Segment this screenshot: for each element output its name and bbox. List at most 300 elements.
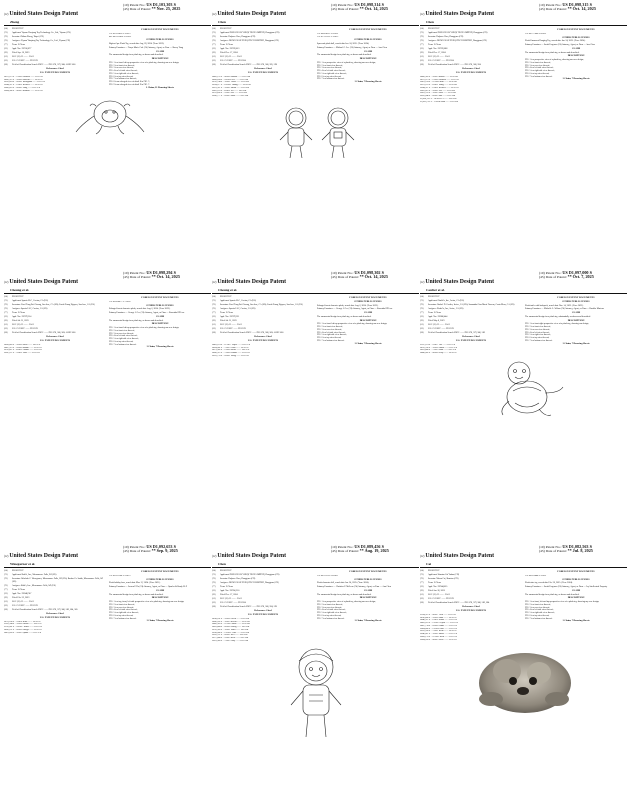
field-value: PLUSH TOY: [12, 28, 24, 30]
biblio-field: [212, 586, 314, 589]
biblio-field: [4, 304, 106, 307]
field-value: Term: 15 Years: [428, 312, 441, 315]
code-45: (45): [331, 7, 337, 12]
reference-line: D818,101 S * 5/2018 Green ........ D21/594: [212, 617, 249, 620]
field-value: Applicant: PlushCo, Inc., Irvine, CA (US): [428, 300, 464, 303]
header-right: [331, 544, 419, 554]
refs-list: [4, 344, 106, 355]
doll-plush-drawing: [281, 645, 351, 743]
patent-header: [4, 544, 211, 568]
patent-title: United States Design Patent: [9, 553, 79, 559]
field-value: Appl. No.: 29/910,877: [12, 48, 32, 51]
refs-subtitle: U.S. PATENT DOCUMENTS: [455, 609, 487, 613]
foreign-title: FOREIGN PATENT DOCUMENTS: [141, 28, 179, 31]
biblio-fields: [4, 28, 106, 67]
field-value: LOC (15) Cl. ........ 21-01: [220, 56, 242, 59]
field-value: Field of Classification Search USPC ........ D21/578, 579, 580, 583, 584: [428, 602, 490, 605]
biblio-field: [4, 605, 106, 608]
biblio-field: [4, 574, 106, 577]
description-line: FIG. 6 is a top view thereof;: [109, 340, 134, 343]
left-column: [420, 28, 522, 103]
biblio-field: [420, 296, 522, 299]
description-line: FIG. 6 is a top view thereof;: [525, 337, 550, 339]
refs-title: References Cited: [462, 335, 480, 339]
field-value: LOC (15) Cl. ........ 21-01: [12, 324, 34, 327]
field-code: (58): [420, 64, 424, 67]
description-line: FIG. 6 is a top view thereof;: [525, 72, 550, 75]
description-list: [317, 323, 419, 342]
biblio-field: [212, 324, 314, 327]
description-line: FIG. 4 is a left side view thereof;: [525, 67, 554, 70]
field-code: (72): [420, 36, 424, 39]
astronaut-plush-drawing: [266, 100, 366, 162]
biblio-field: [420, 328, 522, 331]
patent-no-label: Patent No.:: [545, 545, 562, 549]
biblio-field: [212, 328, 314, 331]
field-code: (54): [212, 296, 216, 298]
field-code: (73): [4, 308, 8, 311]
figure-area: [212, 645, 419, 743]
field-value: U.S. Cl. USPC ........ D21/578: [428, 598, 454, 601]
foreign-ref-line: CN 305221100 S 2/2019: [109, 574, 131, 577]
inventor-short: Cai: [426, 562, 432, 566]
figure-area: [4, 94, 211, 136]
description-line: FIG. 3 is a rear view thereof;: [525, 606, 550, 609]
field-code: (54): [212, 570, 216, 572]
claim-text: The ornamental design for a plush toy, as shown and described.: [317, 593, 372, 596]
description-line: FIG. 4 is a left view thereof;: [525, 331, 550, 334]
bigfoot-plush-drawing: [62, 94, 154, 136]
patent-title: United States Design Patent: [217, 11, 287, 17]
other-title: OTHER PUBLICATIONS: [354, 38, 382, 42]
biblio-field: [420, 300, 522, 303]
field-code: (21): [4, 316, 8, 319]
description-title: DESCRIPTION: [567, 596, 585, 600]
field-code: (73): [212, 308, 216, 311]
reference-line: D880,602 S * 4/2020 Perry ........ D21/578: [420, 352, 457, 355]
refs-list: [4, 621, 106, 635]
reference-line: D787,114 S * 5/2017 Fox ........ D21/578: [420, 343, 455, 346]
code-10: (10): [331, 3, 337, 7]
reference-line: D893,404 S * 8/2020 Young ........ D21/594: [212, 626, 250, 629]
refs-list: [420, 614, 522, 642]
date-label: Date of Patent:: [337, 275, 359, 280]
biblio-field: [4, 60, 106, 63]
field-code: (**): [420, 312, 424, 315]
description-line: FIG. 6 is a top view thereof;: [317, 75, 342, 78]
field-code: (52): [212, 328, 216, 331]
patent-no-label: Patent No.:: [129, 271, 146, 275]
code-10: (10): [123, 271, 129, 275]
claim-text: The ornamental design for a plush toy, as shown and described.: [525, 51, 580, 54]
biblio-field: [4, 316, 106, 319]
description-line: FIG. 7 is a bottom view thereof.: [109, 617, 137, 620]
biblio-field: [420, 578, 522, 581]
field-code: (22): [212, 594, 216, 597]
patent-no-label: Patent No.:: [337, 271, 354, 275]
field-code: (52): [212, 602, 216, 605]
code-45: (45): [331, 549, 337, 554]
foreign-ref-line: CN 305998877 S 7/2020: [109, 300, 131, 303]
field-code: (52): [420, 598, 424, 601]
field-value: Inventors: Pawl Tung Pui Cheung, San Jose, CA (US); Linda Yeung Nguyen, San Jose, CA (US): [220, 304, 303, 307]
field-code: (58): [212, 606, 216, 609]
biblio-field: [4, 578, 106, 584]
field-value: LOC (15) Cl. ........ 21-01: [428, 56, 450, 59]
biblio-field: [420, 44, 522, 47]
code-12: (12): [420, 555, 425, 558]
reference-line: D882,125 S * 4/2020 Lamarr ........ D21/594: [212, 75, 250, 78]
field-code: (51): [212, 56, 216, 59]
field-code: (**): [4, 44, 8, 47]
claim-title: CLAIM: [363, 49, 373, 53]
biblio-field: [4, 56, 106, 59]
description-line: FIG. 5 is a right side view thereof;: [525, 612, 555, 614]
description-line: FIG. 1 is a top, front, left side perspective view of a plush toy, showing our new design;: [109, 601, 185, 603]
patent-header: [4, 270, 211, 294]
patent-block: [420, 270, 627, 536]
reference-line: D799,601 S * 10/2017 Baker ........ D21/578: [4, 626, 42, 629]
field-value: Applicant: Shantou Cai Yukun (CN): [428, 574, 460, 577]
biblio-field: [4, 589, 106, 592]
reference-line: D923,778 S * 6/2021 Wong ........ D21/578: [212, 354, 249, 357]
field-code: (21): [4, 592, 8, 595]
field-code: (72): [212, 578, 216, 581]
patent-no-label: Patent No.:: [545, 3, 562, 7]
description-line: FIG. 2 is a front view thereof;: [109, 64, 135, 67]
claim-title: CLAIM: [571, 588, 581, 592]
header-left: [420, 270, 538, 292]
claim-text: The ornamental design for a plush toy, as shown and described.: [317, 54, 372, 57]
patent-block: [4, 2, 211, 264]
field-code: (52): [4, 60, 8, 63]
description-line: FIG. 4 is a left side view thereof;: [109, 609, 138, 612]
code-10: (10): [539, 545, 545, 549]
patent-number: US D1,082,563 S: [562, 544, 592, 549]
header-right: [539, 2, 627, 12]
field-code: (51): [420, 594, 424, 597]
refs-title: References Cited: [46, 67, 64, 71]
other-title: OTHER PUBLICATIONS: [354, 299, 382, 303]
header-left: [420, 544, 538, 566]
biblio-field: [4, 40, 106, 43]
patent-number: US D1,097,000 S: [562, 270, 592, 275]
field-code: (22): [420, 590, 424, 593]
claim-title: CLAIM: [363, 588, 373, 592]
code-10: (10): [539, 3, 545, 7]
reference-line: D962,110 S * 8/2022 Hu ........ D21/594: [212, 89, 247, 92]
biblio-field: [4, 320, 106, 323]
patent-title: United States Design Patent: [9, 11, 79, 17]
description-line: FIG. 2 is a front view thereof;: [109, 329, 135, 332]
field-value: Field of Classification Search USPC ........ D21/578, 580, 595, 596: [220, 64, 277, 67]
description-line: FIG. 3 is a rear view thereof;: [109, 67, 134, 70]
description-line: FIG. 5 is a right side view thereof;: [109, 72, 139, 75]
refs-subtitle: U.S. PATENT DOCUMENTS: [39, 71, 71, 75]
reference-line: D951,367 S * 5/2022 Smith ........ D21/594: [212, 86, 249, 89]
claim-title: CLAIM: [155, 49, 165, 53]
field-code: (71): [212, 300, 216, 303]
patent-block: [4, 270, 211, 536]
reference-line: D853,400 S * 7/2019 Nash ........ D21/578: [420, 349, 457, 352]
description-line: FIG. 3 is a rear view thereof;: [525, 328, 550, 331]
patent-no-label: Patent No.:: [129, 545, 146, 549]
code-10: (10): [123, 545, 129, 549]
patent-title: United States Design Patent: [425, 553, 495, 559]
field-code: (71): [212, 32, 216, 35]
field-value: LOC (15) Cl. ........ 21-01: [428, 594, 450, 597]
field-code: (73): [212, 582, 216, 585]
patent-no-label: Patent No.:: [129, 3, 146, 7]
field-value: U.S. Cl. USPC ........ D21/578: [428, 328, 454, 331]
description-line: FIG. 7 is a bottom view thereof.: [317, 78, 345, 81]
patent-date: Sep. 9, 2025: [156, 548, 178, 554]
field-value: Inventor: Zhihua Zheng, Taipei (CN): [12, 36, 44, 39]
refs-title: References Cited: [462, 67, 480, 71]
reference-line: D872,213 S * 1/2020 Fiorfoni ........ D21/578: [420, 78, 459, 81]
claim-title: CLAIM: [571, 311, 581, 314]
biblio-field: [212, 602, 314, 605]
description-line: FIG. 1 is a front, left and top perspective view of a plush toy, showing my new design;: [525, 601, 600, 603]
description-line: FIG. 2 is a front view thereof;: [525, 326, 551, 328]
description-line: FIG. 7 is a bottom view thereof.: [109, 343, 137, 346]
description-list: [525, 601, 627, 620]
patent-number: US D1,089,456 S: [354, 544, 384, 549]
foreign-ref-line: CN 305123456 S 3/2019: [109, 32, 131, 35]
field-code: (73): [212, 40, 216, 43]
biblio-field: [212, 32, 314, 35]
reference-line: D929,014 S * 8/2021 Ravagnani ........ D21/578: [4, 81, 45, 84]
description-line: FIG. 4 is a left side view thereof;: [317, 331, 346, 334]
field-value: Filed: Jul. 31, 2023: [12, 320, 29, 323]
field-code: (71): [4, 300, 8, 303]
biblio-field: [420, 598, 522, 601]
reference-line: D861,099 S * 9/2019 Quinn ........ D21/578: [4, 631, 42, 634]
patent-header: [4, 2, 211, 26]
description-line: FIG. 3 is a rear view thereof;: [317, 606, 342, 609]
code-10: (10): [331, 271, 337, 275]
reference-line: D828,883 S * 9/2018 Zhou ........ D21/578: [4, 343, 41, 346]
claim-title: CLAIM: [155, 314, 165, 318]
biblio-field: [4, 601, 106, 604]
header-right: [123, 544, 211, 554]
turtle-plush-drawing: [479, 357, 569, 423]
date-stars: **: [359, 274, 364, 280]
claim-text: The ornamental design for a plush toy, substantially as shown and described.: [525, 315, 591, 318]
field-value: Field of Classification Search USPC ........ D21/578, 579, 580; A63H 3/00: [12, 64, 76, 67]
patent-header: [212, 270, 419, 294]
reference-line: D968,178 S * 11/2022 Kent ........ D21/578: [420, 635, 457, 638]
field-code: (58): [4, 609, 8, 612]
biblio-field: [4, 300, 106, 303]
field-code: (52): [4, 605, 8, 608]
reference-line: D812,556 S * 3/2018 Harris ........ D21/578: [420, 346, 458, 349]
refs-title: References Cited: [254, 67, 272, 71]
code-12: (12): [420, 281, 425, 284]
refs-title: References Cited: [462, 605, 480, 609]
biblio-field: [420, 308, 522, 311]
field-value: Inventors: Rebekah C. Winegarner, Menomonee Falls, WI (US); Rachael A. Smith, Menomonee Falls, WI (US): [12, 578, 103, 583]
biblio-field: [420, 60, 522, 63]
date-stars: **: [359, 548, 364, 554]
other-title: OTHER PUBLICATIONS: [354, 577, 382, 581]
date-label: Date of Patent:: [545, 275, 567, 280]
field-code: (21): [420, 48, 424, 51]
description-line: FIG. 6 is a top view thereof;: [317, 614, 342, 617]
field-value: Filed: Dec. 17, 2024: [220, 52, 238, 55]
biblio-field: [212, 308, 314, 311]
foreign-title: FOREIGN PATENT DOCUMENTS: [557, 28, 595, 31]
reference-line: D854,601 S * 7/2019 Chou ........ D21/578: [212, 346, 249, 349]
biblio-field: [4, 36, 106, 39]
patent-body: [4, 26, 211, 92]
biblio-field: [4, 593, 106, 596]
reference-line: D912,744 S * 3/2021 Gross ........ D21/594: [212, 81, 249, 84]
left-column: [4, 296, 106, 355]
patent-block: [212, 544, 419, 809]
inventor-short: Cheung et al.: [218, 288, 238, 292]
code-12: (12): [420, 13, 425, 16]
code-45: (45): [123, 549, 129, 554]
field-code: (58): [420, 602, 424, 605]
biblio-fields: [420, 296, 522, 335]
patent-no-label: Patent No.:: [545, 271, 562, 275]
field-value: Assignee: Kohl's, Inc., Menomonee Falls, WI (US): [12, 584, 56, 587]
description-line: FIG. 4 is a left side view thereof;: [109, 70, 138, 72]
biblio-field: [4, 48, 106, 51]
foreign-title: FOREIGN PATENT DOCUMENTS: [557, 570, 595, 573]
patent-number: US D1,103,303 S: [146, 2, 176, 7]
reference-line: D946,067 S * 3/2022 James ........ D21/578: [420, 633, 457, 636]
date-label: Date of Patent:: [545, 549, 567, 554]
biblio-field: [212, 296, 314, 299]
field-code: (71): [4, 32, 8, 35]
description-line: FIG. 3 is a rear view thereof;: [317, 328, 342, 331]
biblio-field: [420, 316, 522, 319]
header-right: [539, 270, 627, 280]
biblio-field: [212, 36, 314, 39]
reference-line: D981,333 S * 3/2023 Park ........ D21/594: [420, 92, 456, 95]
header-left: [212, 544, 330, 566]
biblio-field: [4, 328, 106, 331]
left-column: [4, 28, 106, 92]
field-value: Term: 15 Years: [220, 586, 233, 589]
claim-text: The ornamental design for a plush toy, as shown and described.: [109, 593, 164, 596]
reference-line: D816,445 S * 5/2018 Duke ........ D21/578: [420, 616, 457, 619]
field-value: U.S. Cl. USPC ........ D21/594: [220, 602, 246, 605]
refs-list: [420, 344, 522, 355]
header-right: [123, 270, 211, 280]
foreign-ref-line: CN 306111222 S 4/2021: [317, 574, 339, 577]
code-12: (12): [212, 13, 217, 16]
field-code: (71): [420, 300, 424, 303]
description-title: DESCRIPTION: [151, 322, 169, 326]
reference-line: D896,312 S * 9/2020 Laurent ........ D21/578: [4, 78, 43, 81]
field-value: Applicant: DONGGUAN YUEQI TECH LIMITED, Dongguan (CN): [220, 574, 280, 577]
field-value: U.S. Cl. USPC ........ D21/594: [220, 60, 246, 63]
biblio-field: [420, 48, 522, 51]
refs-subtitle: U.S. PATENT DOCUMENTS: [455, 71, 487, 75]
other-title: OTHER PUBLICATIONS: [146, 577, 174, 581]
field-value: Applicant: Yiyuan Yinqiang Toy Technology Co., Ltd., Yiyuan (CN): [12, 32, 71, 35]
biblio-field: [420, 570, 522, 573]
field-value: Assignee: Yiyuan Yinqiang Toy Technology Co., Ltd., Yiyuan (CN): [12, 40, 71, 43]
biblio-fields: [212, 570, 314, 609]
inventor-short: Winegarner et al.: [10, 562, 36, 566]
description-line: FIG. 2 is a front view thereof;: [525, 61, 551, 64]
description-line: FIG. 6 is a top view thereof;: [109, 75, 134, 78]
field-value: LOC (15) Cl. ........ 21-01: [220, 324, 242, 327]
biblio-field: [212, 590, 314, 593]
patent-date: Jul. 8, 2025: [572, 548, 593, 554]
field-value: Inventor: Huijuan Chen, Dongguan (CN): [428, 36, 464, 39]
patent-body: [420, 294, 627, 355]
field-value: U.S. Cl. USPC ........ D21/578: [12, 328, 38, 331]
patent-header: [420, 2, 627, 26]
patent-title: United States Design Patent: [425, 279, 495, 285]
field-value: Field of Classification Search USPC ........ D21/578, 580, 594: [428, 64, 481, 67]
right-column: [317, 570, 419, 643]
date-stars: **: [567, 274, 572, 280]
description-line: FIG. 7 is a bottom view thereof.: [317, 617, 345, 620]
field-code: (51): [4, 56, 8, 59]
code-12: (12): [4, 281, 9, 284]
foreign-ref-line: CN 307112233 S 3/2022: [317, 35, 339, 38]
code-45: (45): [123, 7, 129, 12]
patent-header: [212, 544, 419, 568]
other-title: OTHER PUBLICATIONS: [562, 35, 590, 39]
field-value: Applicant: DONGGUAN YUEQI TECH LIMITED, Dongguan (CN): [428, 32, 488, 35]
biblio-field: [4, 585, 106, 588]
header-left: [4, 270, 122, 292]
claims-sheets-caption: 1 Claim, 11 Drawing Sheets: [145, 85, 175, 89]
description-line: FIG. 6 is a top view thereof;: [109, 614, 134, 617]
inventor-short: Cheung et al.: [10, 288, 30, 292]
field-value: Inventors: Rachel D. Coulter, Irvine, CA (US); Samantha Gina Marie Tornero, Costa Mesa, CA (US): [428, 304, 515, 307]
field-code: (**): [212, 586, 216, 589]
claim-title: CLAIM: [571, 46, 581, 50]
description-line: FIG. 1 is a front right perspective view of a plush toy, showing our design;: [525, 323, 589, 326]
refs-title: References Cited: [254, 335, 272, 339]
field-value: PLUSH TOY: [428, 296, 440, 298]
figure-area: [420, 643, 627, 721]
field-code: (**): [4, 588, 8, 591]
other-publications: Spacesuit plush doll, search date Jan. 24, 2025. (Year: 2024).: [317, 43, 370, 45]
code-12: (12): [4, 13, 9, 16]
field-value: Term: 15 Years: [428, 44, 441, 47]
date-label: Date of Patent:: [129, 549, 151, 554]
refs-title: References Cited: [254, 609, 272, 613]
field-value: Appl. No.: 29/970,013: [220, 48, 240, 51]
other-title: OTHER PUBLICATIONS: [146, 303, 174, 307]
patent-number: US D1,092,653 S: [146, 544, 176, 549]
reference-line: D947,211 S * 3/2022 Diaz ........ D21/578: [4, 352, 40, 355]
field-code: (**): [4, 312, 8, 315]
patent-no-label: Patent No.:: [337, 3, 354, 7]
biblio-field: [420, 324, 522, 327]
biblio-field: [212, 304, 314, 307]
biblio-field: [4, 308, 106, 311]
description-line: FIG. 2 is a front view thereof;: [109, 603, 135, 606]
biblio-field: [4, 296, 106, 299]
reference-line: D960,023 S * 8/2022 Yang ........ D21/578: [4, 86, 41, 89]
other-title: OTHER PUBLICATIONS: [146, 38, 174, 42]
description-line: FIG. 4 is a left side view thereof;: [317, 70, 346, 72]
code-10: (10): [123, 3, 129, 7]
reference-line: D990,777 S * 6/2023 Zhao ........ D21/594: [212, 95, 249, 98]
biblio-fields: [420, 28, 522, 67]
field-value: Field of Classification Search USPC ........ D21/578, 579, 580, 583, 584, 585: [12, 609, 78, 612]
